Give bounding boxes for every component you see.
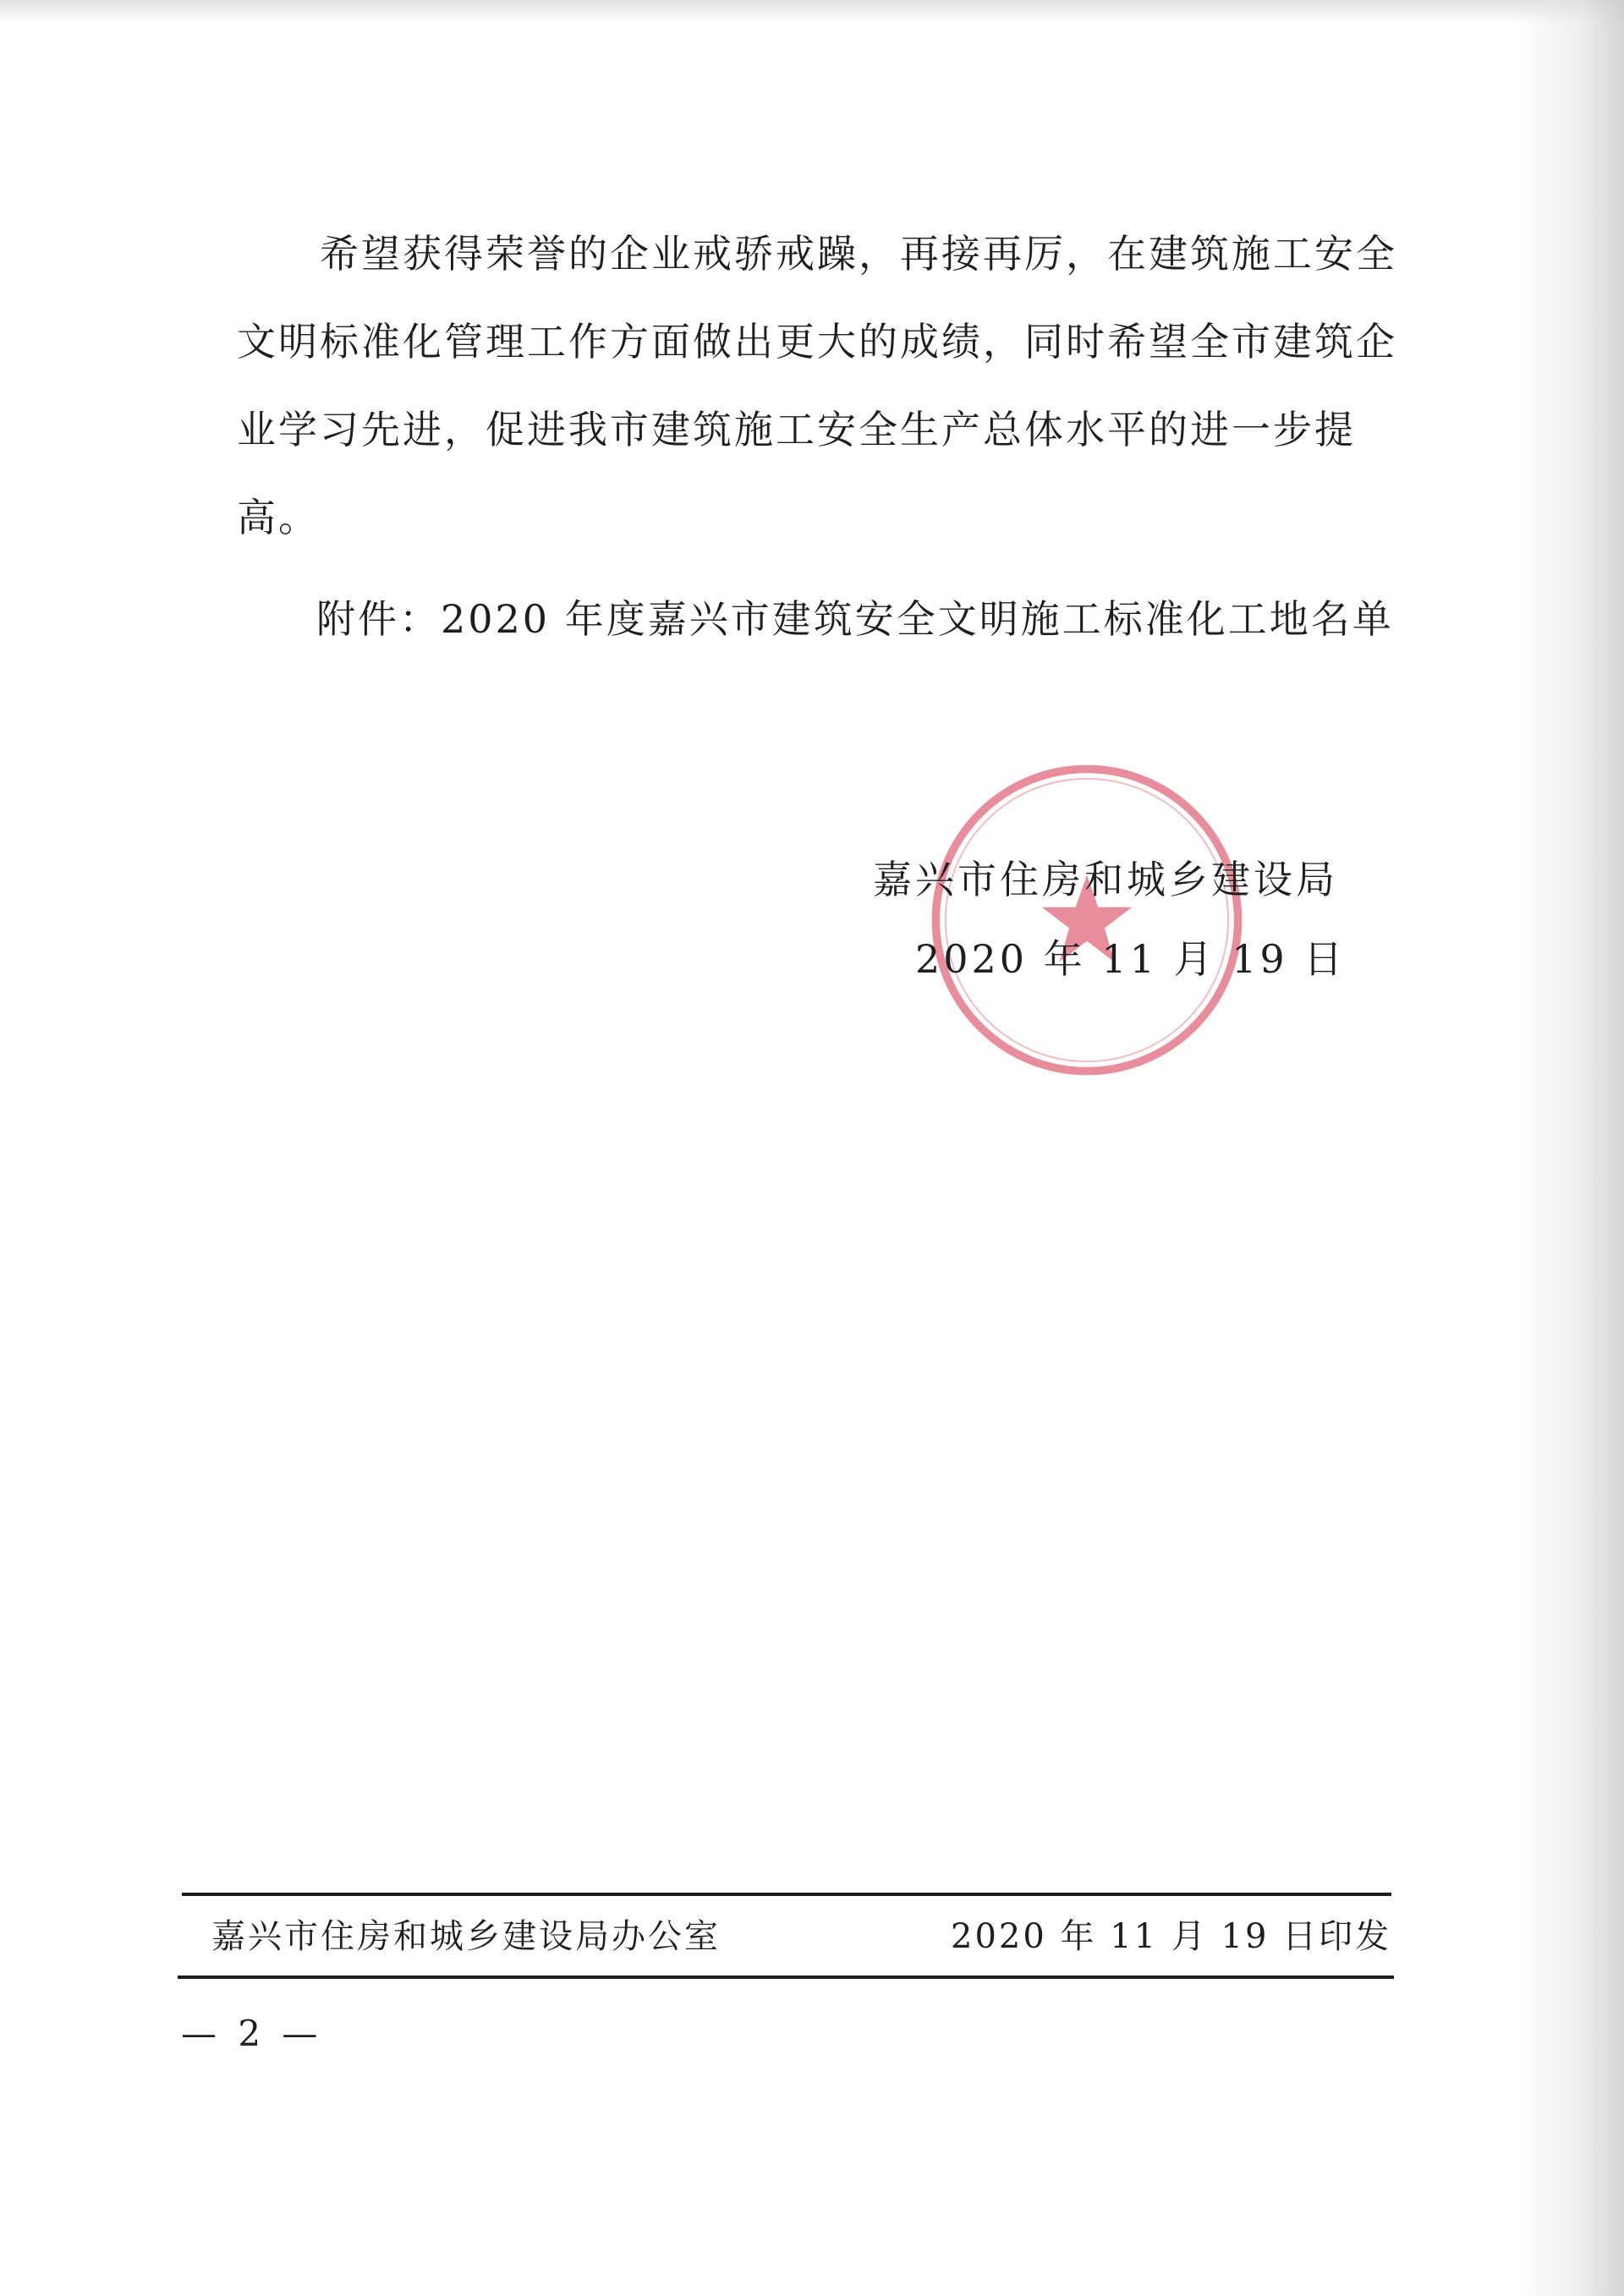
- paragraph-line-2: 文明标准化管理工作方面做出更大的成绩，同时希望全市建筑企: [237, 319, 1397, 364]
- paragraph-line-1: 希望获得荣誉的企业戒骄戒躁，再接再厉，在建筑施工安全: [320, 231, 1397, 277]
- scan-shadow-right: [1514, 0, 1624, 2296]
- scan-shadow-top: [0, 0, 1624, 24]
- footer-print-date: 2020 年 11 月 19 日印发: [951, 1917, 1392, 1956]
- paragraph: [237, 210, 1438, 298]
- footer-rule-bottom: [178, 1975, 1394, 1979]
- footer-issuer: 嘉兴市住房和城乡建设局办公室: [211, 1917, 721, 1956]
- attachment-note: 附件：2020 年度嘉兴市建筑安全文明施工标准化工地名单: [316, 596, 1394, 642]
- official-seal-icon: [926, 759, 1248, 1081]
- paragraph-line-3: 业学习先进，促进我市建筑施工安全生产总体水平的进一步提: [237, 407, 1356, 452]
- paragraph-line-4: 高。: [237, 495, 320, 540]
- signature-organization: 嘉兴市住房和城乡建设局: [873, 857, 1338, 902]
- signature-date: 2020 年 11 月 19 日: [915, 936, 1347, 982]
- body-paragraph: [237, 210, 1438, 562]
- page-number: — 2 —: [181, 2013, 323, 2054]
